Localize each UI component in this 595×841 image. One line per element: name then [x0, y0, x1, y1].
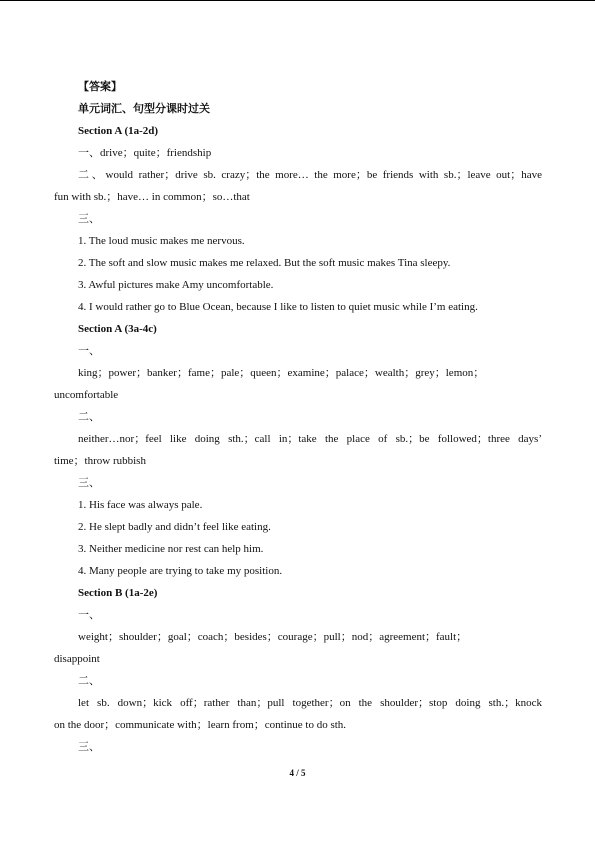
- phrase-line: 二、would rather；drive sb. crazy；the more… the more；be friends with sb.；leave out；have: [78, 169, 542, 181]
- sentence: 3. Neither medicine nor rest can help him.: [78, 543, 264, 555]
- sentence: 3. Awful pictures make Amy uncomfortable.: [78, 279, 274, 291]
- part-label: 二、: [78, 674, 100, 687]
- vocab-line: 一、drive；quite；friendship: [78, 147, 212, 159]
- part-label: 三、: [78, 476, 100, 489]
- answer-heading: 【答案】: [78, 80, 122, 93]
- sentence: 2. He slept badly and didn’t feel like eating.: [78, 521, 271, 533]
- phrase-line: let sb. down；kick off；rather than；pull together；on the shoulder；stop doing sth.；knock: [78, 697, 542, 709]
- section-title: Section A (3a-4c): [78, 323, 157, 335]
- section-title: Section A (1a-2d): [78, 125, 159, 137]
- sentence: 2. The soft and slow music makes me relaxed. But the soft music makes Tina sleepy.: [78, 257, 451, 269]
- phrase-line-cont: fun with sb.；have… in common；so…that: [54, 191, 250, 203]
- phrase-line-cont: on the door；communicate with；learn from；continue to do sth.: [54, 719, 347, 731]
- top-rule: [0, 0, 595, 1]
- page-number: 4 / 5: [289, 768, 306, 778]
- unit-title: 单元词汇、句型分课时过关: [78, 102, 210, 115]
- vocab-line-cont: uncomfortable: [54, 389, 119, 401]
- vocab-line: king；power；banker；fame；pale；queen；examine；palace；wealth；grey；lemon；: [78, 367, 485, 379]
- sentence: 4. I would rather go to Blue Ocean, because I like to listen to quiet music while I’m eating.: [78, 301, 478, 313]
- phrase-line: neither…nor；feel like doing sth.；call in；take the place of sb.；be followed；three days’: [78, 433, 542, 445]
- sentence: 1. His face was always pale.: [78, 499, 203, 511]
- part-label: 一、: [78, 344, 100, 357]
- part-label: 一、: [78, 608, 100, 621]
- document-body: [54, 76, 542, 758]
- sentence: 1. The loud music makes me nervous.: [78, 235, 245, 247]
- phrase-line-cont: time；throw rubbish: [54, 455, 146, 467]
- part-label: 三、: [78, 740, 100, 753]
- part-label: 三、: [78, 212, 100, 225]
- section-title: Section B (1a-2e): [78, 587, 158, 599]
- vocab-line: weight；shoulder；goal；coach；besides；courage；pull；nod；agreement；fault；: [78, 631, 468, 643]
- vocab-line-cont: disappoint: [54, 653, 100, 665]
- sentence: 4. Many people are trying to take my position.: [78, 565, 283, 577]
- part-label: 二、: [78, 410, 100, 423]
